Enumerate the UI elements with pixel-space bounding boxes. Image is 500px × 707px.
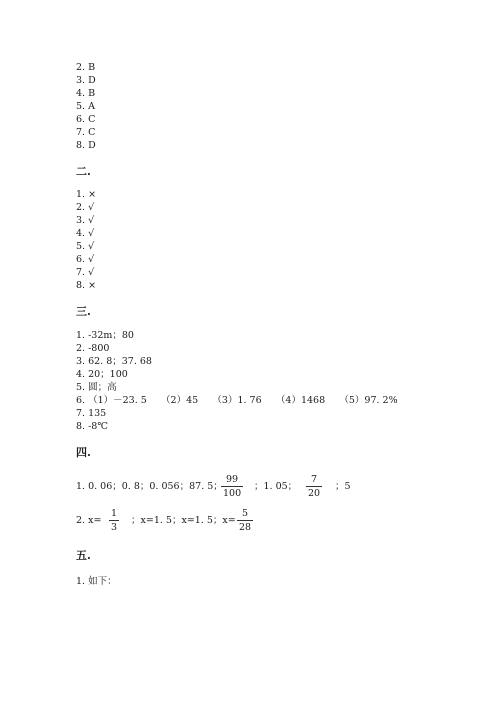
q1-suffix: ；5 <box>335 481 351 492</box>
answer-line: 6. C <box>76 114 96 125</box>
section-heading-4: 四. <box>76 446 91 459</box>
q2-fraction-1 <box>109 508 119 533</box>
answer-line: 4. 20；100 <box>76 369 128 380</box>
answer-line: 5. A <box>76 101 95 112</box>
fraction-numerator: 99 <box>226 474 239 485</box>
answer-line: 1. 如下： <box>76 576 117 587</box>
fraction-numerator: 7 <box>311 474 318 485</box>
q2-fraction-2 <box>237 508 253 533</box>
fraction-denominator: 100 <box>223 488 242 499</box>
answer-line: 1. × <box>76 189 97 200</box>
fraction-bar <box>109 520 119 521</box>
answer-line: 1. -32m；80 <box>76 330 134 341</box>
q1-mid: ；1. 05； <box>254 481 298 492</box>
answer-line: 2. B <box>76 62 96 73</box>
fraction-denominator: 20 <box>308 488 321 499</box>
answer-line: 8. × <box>76 280 97 291</box>
fraction-numerator: 1 <box>111 508 118 519</box>
q2-prefix: 2. x= <box>76 515 102 526</box>
section-heading-2: 二. <box>76 165 91 178</box>
fraction-bar <box>221 486 243 487</box>
answer-line: 7. C <box>76 127 96 138</box>
answer-line: 2. -800 <box>76 343 110 354</box>
answer-line: 7. 135 <box>76 408 107 419</box>
fraction-bar <box>237 520 253 521</box>
answer-line: 8. -8℃ <box>76 421 108 432</box>
answer-line: 6. √ <box>76 254 95 265</box>
section-heading-3: 三. <box>76 305 91 318</box>
answer-line: 3. 62. 8；37. 68 <box>76 356 152 367</box>
answer-line: 4. B <box>76 88 96 99</box>
fraction-denominator: 3 <box>111 522 118 533</box>
answer-line: 2. √ <box>76 202 95 213</box>
answer-line: 4. √ <box>76 228 95 239</box>
fraction-bar <box>306 486 322 487</box>
answer-line: 3. √ <box>76 215 95 226</box>
fraction-numerator: 5 <box>242 508 249 519</box>
answer-line: 6. （1）－23. 5 （2）45 （3）1. 76 （4）1468 （5）97. 2% <box>76 395 398 406</box>
answer-line: 8. D <box>76 140 96 151</box>
q1-fraction-1 <box>221 474 243 499</box>
fraction-denominator: 28 <box>239 522 252 533</box>
q1-prefix: 1. 0. 06；0. 8；0. 056；87. 5； <box>76 481 223 492</box>
q2-mid: ；x=1. 5；x=1. 5；x= <box>131 515 236 526</box>
answer-line: 7. √ <box>76 267 95 278</box>
section-heading-5: 五. <box>76 549 91 562</box>
answer-line: 3. D <box>76 75 96 86</box>
answer-line: 5. 圆；高 <box>76 382 117 393</box>
answer-line: 5. √ <box>76 241 95 252</box>
q1-fraction-2 <box>306 474 322 499</box>
